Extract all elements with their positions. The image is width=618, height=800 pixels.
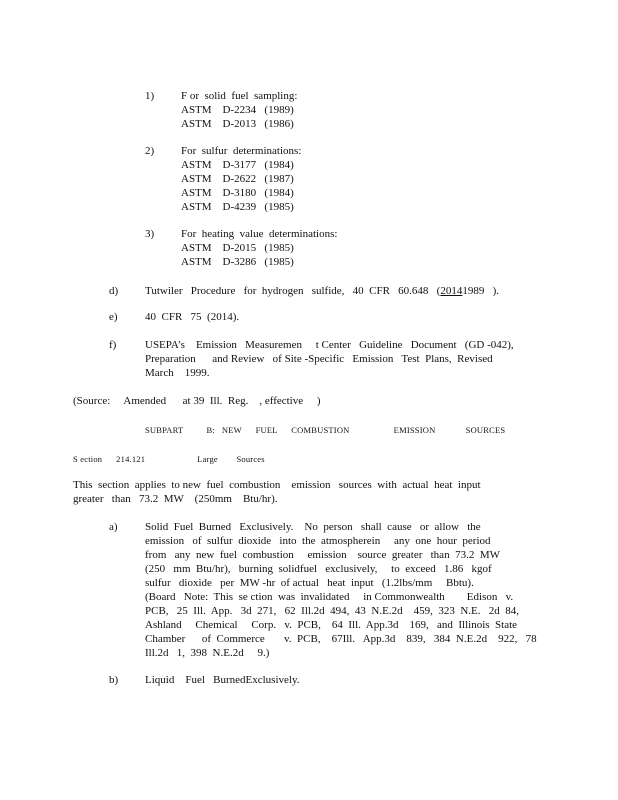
section-number: S ection 214.121 bbox=[73, 454, 146, 464]
source-note: (Source: Amended at 39 Ill. Reg. , effective ) bbox=[73, 395, 321, 407]
item-d-underlined-year: 2014 bbox=[440, 285, 463, 297]
item-a-line-4: (250 mm Btu/hr), burning solidfuel exclusively, to exceed 1.86 kgof bbox=[145, 563, 492, 575]
list-item-2-line-5: ASTM D-4239 (1985) bbox=[181, 201, 294, 213]
item-a-line-3: from any new fuel combustion emission source greater than 73.2 MW bbox=[145, 549, 500, 561]
list-item-2-line-4: ASTM D-3180 (1984) bbox=[181, 187, 294, 199]
list-item-2-marker: 2) bbox=[145, 145, 155, 157]
list-item-1-text bbox=[181, 89, 297, 131]
item-b-marker: b) bbox=[109, 674, 119, 686]
list-item-1-line-2: ASTM D-2234 (1989) bbox=[181, 104, 294, 116]
section-heading bbox=[73, 452, 265, 466]
list-item-1-line-3: ASTM D-2013 (1986) bbox=[181, 118, 294, 130]
item-e-text: 40 CFR 75 (2014). bbox=[145, 311, 240, 323]
section-intro bbox=[73, 478, 481, 506]
section-intro-line-2: greater than 73.2 MW (250mm Btu/hr). bbox=[73, 493, 278, 505]
list-item-3-text bbox=[181, 227, 337, 269]
list-item-2-line-2: ASTM D-3177 (1984) bbox=[181, 159, 294, 171]
list-item-3-line-1: For heating value determinations: bbox=[181, 228, 338, 240]
section-intro-line-1: This section applies to new fuel combustion emission sources with actual heat input bbox=[73, 479, 481, 491]
subpart-heading: SUBPART B: NEW FUEL COMBUSTION EMISSION SOURCES bbox=[145, 425, 506, 435]
item-e-marker: e) bbox=[109, 311, 118, 323]
item-a-line-8: Ashland Chemical Corp. v. PCB, 64 Ill. App.3d 169, and Illinois State bbox=[145, 619, 518, 631]
item-a-line-6: (Board Note: This se ction was invalidated in Commonwealth Edison v. bbox=[145, 591, 514, 603]
item-f-marker: f) bbox=[109, 339, 117, 351]
item-a-line-2: emission of sulfur dioxide into the atmospherein any one hour period bbox=[145, 535, 491, 547]
item-a-line-7: PCB, 25 Ill. App. 3d 271, 62 Ill.2d 494, 43 N.E.2d 459, 323 N.E. 2d 84, bbox=[145, 605, 520, 617]
item-f-line-2: Preparation and Review of Site -Specific Emission Test Plans, Revised bbox=[145, 353, 493, 365]
item-a-line-5: sulfur dioxide per MW -hr of actual heat input (1.2lbs/mm Bbtu). bbox=[145, 577, 474, 589]
item-d-text-after: 1989 ). bbox=[462, 285, 500, 297]
list-item-1-line-1: F or solid fuel sampling: bbox=[181, 90, 298, 102]
list-item-3-line-2: ASTM D-2015 (1985) bbox=[181, 242, 294, 254]
item-d-text bbox=[145, 284, 499, 298]
item-a-marker: a) bbox=[109, 521, 118, 533]
list-item-3-line-3: ASTM D-3286 (1985) bbox=[181, 256, 294, 268]
list-item-1-marker: 1) bbox=[145, 90, 155, 102]
item-a-line-10: Ill.2d 1, 398 N.E.2d 9.) bbox=[145, 647, 270, 659]
item-a-line-1: Solid Fuel Burned Exclusively. No person shall cause or allow the bbox=[145, 521, 481, 533]
list-item-2-line-1: For sulfur determinations: bbox=[181, 145, 302, 157]
section-title: Large Sources bbox=[197, 454, 265, 464]
list-item-3-marker: 3) bbox=[145, 228, 155, 240]
item-f-text bbox=[145, 338, 514, 380]
item-a-line-9: Chamber of Commerce v. PCB, 67Ill. App.3d 839, 384 N.E.2d 922, 78 bbox=[145, 633, 537, 645]
item-d-text-before: Tutwiler Procedure for hydrogen sulfide, 40 CFR 60.648 ( bbox=[145, 285, 441, 297]
item-b-text: Liquid Fuel BurnedExclusively. bbox=[145, 674, 300, 686]
item-a-text bbox=[145, 520, 537, 660]
item-f-line-3: March 1999. bbox=[145, 367, 210, 379]
list-item-2-line-3: ASTM D-2622 (1987) bbox=[181, 173, 294, 185]
item-f-line-1: USEPA’s Emission Measuremen t Center Guideline Document (GD -042), bbox=[145, 339, 514, 351]
item-d-marker: d) bbox=[109, 285, 119, 297]
list-item-2-text bbox=[181, 144, 301, 214]
